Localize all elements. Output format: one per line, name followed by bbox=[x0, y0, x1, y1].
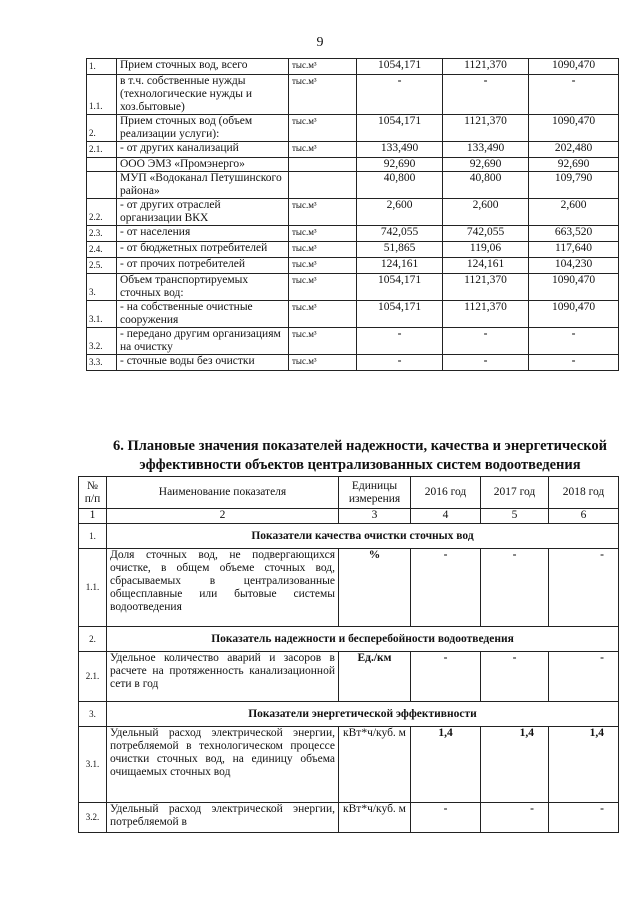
value-2016: 51,865 bbox=[357, 242, 443, 258]
value-2016: 133,490 bbox=[357, 142, 443, 158]
item-unit: тыс.м³ bbox=[289, 274, 357, 301]
value-2018: 1090,470 bbox=[529, 115, 619, 142]
page-number: 9 bbox=[316, 35, 324, 50]
value-2017: 40,800 bbox=[443, 172, 529, 199]
value-2018: - bbox=[529, 75, 619, 115]
group-title: Показатель надежности и бесперебойности водоотведения bbox=[107, 627, 619, 652]
group-row bbox=[79, 524, 619, 549]
item-unit: тыс.м³ bbox=[289, 199, 357, 226]
value-2018: - bbox=[549, 652, 619, 702]
value-2017: - bbox=[481, 652, 549, 702]
item-name: Объем транспортируемых сточных вод: bbox=[117, 274, 289, 301]
value-2017: - bbox=[443, 75, 529, 115]
item-name: - от населения bbox=[117, 226, 289, 242]
item-unit bbox=[289, 172, 357, 199]
value-2018: 1090,470 bbox=[529, 274, 619, 301]
item-name: ООО ЭМЗ «Промэнерго» bbox=[117, 158, 289, 172]
column-index-row bbox=[79, 509, 619, 524]
value-2016: 742,055 bbox=[357, 226, 443, 242]
index-cell: 5 bbox=[481, 509, 549, 524]
group-title: Показатели энергетической эффективности bbox=[107, 702, 619, 727]
table-row bbox=[79, 803, 619, 833]
indicator-name: Удельный расход электрической энергии, потребляемой в технологическом процессе очистки сточных вод, на единицу объема очищаемых сточных вод bbox=[107, 727, 339, 803]
table-row bbox=[87, 226, 619, 242]
row-num: 3.2. bbox=[79, 803, 107, 833]
value-2018: 117,640 bbox=[529, 242, 619, 258]
value-2018: - bbox=[529, 355, 619, 371]
value-2018: 104,230 bbox=[529, 258, 619, 274]
value-2016: - bbox=[411, 803, 481, 833]
header-2017: 2017 год bbox=[481, 477, 549, 509]
row-num: 3.1. bbox=[79, 727, 107, 803]
row-num: 3. bbox=[87, 274, 117, 301]
value-2016: 1054,171 bbox=[357, 274, 443, 301]
indicator-name: Доля сточных вод, не подвергающихся очистке, в общем объеме сточных вод, сбрасываемых в централизованные общесплавные или бытовые системы водоотведения bbox=[107, 549, 339, 627]
row-num: 2.2. bbox=[87, 199, 117, 226]
header-name: Наименование показателя bbox=[107, 477, 339, 509]
item-unit: тыс.м³ bbox=[289, 328, 357, 355]
table-row bbox=[87, 75, 619, 115]
value-2016: 1054,171 bbox=[357, 115, 443, 142]
value-2018: - bbox=[549, 803, 619, 833]
item-unit: тыс.м³ bbox=[289, 355, 357, 371]
item-name: в т.ч. собственные нужды (технологические нужды и хоз.бытовые) bbox=[117, 75, 289, 115]
index-cell: 4 bbox=[411, 509, 481, 524]
value-2016: 1054,171 bbox=[357, 301, 443, 328]
indicator-unit: % bbox=[339, 549, 411, 627]
table-row bbox=[87, 328, 619, 355]
value-2017: 1121,370 bbox=[443, 274, 529, 301]
table-row bbox=[87, 274, 619, 301]
table-header-row bbox=[79, 477, 619, 509]
table-row bbox=[79, 652, 619, 702]
value-2016: 2,600 bbox=[357, 199, 443, 226]
group-row bbox=[79, 702, 619, 727]
item-name: - от других канализаций bbox=[117, 142, 289, 158]
table-row bbox=[87, 301, 619, 328]
value-2018: 109,790 bbox=[529, 172, 619, 199]
value-2016: 124,161 bbox=[357, 258, 443, 274]
indicator-name: Удельный расход электрической энергии, потребляемой в bbox=[107, 803, 339, 833]
row-num: 1. bbox=[79, 524, 107, 549]
item-unit bbox=[289, 158, 357, 172]
item-name: Прием сточных вод, всего bbox=[117, 59, 289, 75]
row-num: 2.3. bbox=[87, 226, 117, 242]
item-unit: тыс.м³ bbox=[289, 226, 357, 242]
header-2016: 2016 год bbox=[411, 477, 481, 509]
item-name: - от прочих потребителей bbox=[117, 258, 289, 274]
value-2018: 92,690 bbox=[529, 158, 619, 172]
item-unit: тыс.м³ bbox=[289, 115, 357, 142]
row-num: 2. bbox=[87, 115, 117, 142]
value-2016: 1054,171 bbox=[357, 59, 443, 75]
item-name: - на собственные очистные сооружения bbox=[117, 301, 289, 328]
header-2018: 2018 год bbox=[549, 477, 619, 509]
value-2017: 1,4 bbox=[481, 727, 549, 803]
item-unit: тыс.м³ bbox=[289, 59, 357, 75]
row-num bbox=[87, 158, 117, 172]
item-name: - передано другим организациям на очистку bbox=[117, 328, 289, 355]
item-name: - от бюджетных потребителей bbox=[117, 242, 289, 258]
table-row bbox=[87, 258, 619, 274]
value-2018: 1090,470 bbox=[529, 301, 619, 328]
value-2016: - bbox=[411, 549, 481, 627]
indicator-unit: кВт*ч/куб. м bbox=[339, 727, 411, 803]
row-num: 1.1. bbox=[79, 549, 107, 627]
table-row bbox=[87, 158, 619, 172]
table-row bbox=[79, 549, 619, 627]
value-2018: - bbox=[549, 549, 619, 627]
row-num: 1. bbox=[87, 59, 117, 75]
item-name: Прием сточных вод (объем реализации услуги): bbox=[117, 115, 289, 142]
value-2017: 1121,370 bbox=[443, 59, 529, 75]
row-num: 3.2. bbox=[87, 328, 117, 355]
table-row bbox=[79, 727, 619, 803]
value-2017: 92,690 bbox=[443, 158, 529, 172]
index-cell: 3 bbox=[339, 509, 411, 524]
row-num: 1.1. bbox=[87, 75, 117, 115]
value-2016: - bbox=[357, 75, 443, 115]
row-num: 2.1. bbox=[79, 652, 107, 702]
table-row bbox=[87, 355, 619, 371]
item-unit: тыс.м³ bbox=[289, 75, 357, 115]
value-2017: - bbox=[443, 328, 529, 355]
row-num: 2.4. bbox=[87, 242, 117, 258]
index-cell: 2 bbox=[107, 509, 339, 524]
table-row bbox=[87, 115, 619, 142]
item-unit: тыс.м³ bbox=[289, 258, 357, 274]
value-2017: 119,06 bbox=[443, 242, 529, 258]
value-2017: 1121,370 bbox=[443, 115, 529, 142]
value-2016: 92,690 bbox=[357, 158, 443, 172]
section-title: 6. Плановые значения показателей надежности, качества и энергетической эффективности объектов централизованных систем водоотведения bbox=[113, 438, 607, 473]
value-2017: 124,161 bbox=[443, 258, 529, 274]
index-cell: 1 bbox=[79, 509, 107, 524]
row-num: 2.5. bbox=[87, 258, 117, 274]
table-row bbox=[87, 142, 619, 158]
item-name: - сточные воды без очистки bbox=[117, 355, 289, 371]
value-2018: 1090,470 bbox=[529, 59, 619, 75]
indicators-table bbox=[78, 476, 619, 833]
value-2017: 1121,370 bbox=[443, 301, 529, 328]
index-cell: 6 bbox=[549, 509, 619, 524]
row-num: 3.3. bbox=[87, 355, 117, 371]
item-name: - от других отраслей организации ВКХ bbox=[117, 199, 289, 226]
indicator-unit: Ед./км bbox=[339, 652, 411, 702]
item-unit: тыс.м³ bbox=[289, 242, 357, 258]
row-num bbox=[87, 172, 117, 199]
row-num: 3.1. bbox=[87, 301, 117, 328]
value-2016: 1,4 bbox=[411, 727, 481, 803]
value-2017: 2,600 bbox=[443, 199, 529, 226]
header-unit: Единицы измерения bbox=[339, 477, 411, 509]
value-2018: 663,520 bbox=[529, 226, 619, 242]
value-2016: - bbox=[357, 328, 443, 355]
value-2016: 40,800 bbox=[357, 172, 443, 199]
item-unit: тыс.м³ bbox=[289, 142, 357, 158]
wastewater-volume-table bbox=[86, 58, 619, 371]
value-2018: 1,4 bbox=[549, 727, 619, 803]
header-num: № п/п bbox=[79, 477, 107, 509]
item-name: МУП «Водоканал Петушинского района» bbox=[117, 172, 289, 199]
group-row bbox=[79, 627, 619, 652]
indicator-unit: кВт*ч/куб. м bbox=[339, 803, 411, 833]
value-2017: 133,490 bbox=[443, 142, 529, 158]
value-2018: 2,600 bbox=[529, 199, 619, 226]
table-row bbox=[87, 199, 619, 226]
indicator-name: Удельное количество аварий и засоров в расчете на протяженность канализационной сети в год bbox=[107, 652, 339, 702]
value-2017: - bbox=[481, 803, 549, 833]
value-2017: 742,055 bbox=[443, 226, 529, 242]
group-title: Показатели качества очистки сточных вод bbox=[107, 524, 619, 549]
value-2018: 202,480 bbox=[529, 142, 619, 158]
value-2016: - bbox=[411, 652, 481, 702]
row-num: 2. bbox=[79, 627, 107, 652]
value-2017: - bbox=[481, 549, 549, 627]
table-row bbox=[87, 172, 619, 199]
value-2018: - bbox=[529, 328, 619, 355]
value-2016: - bbox=[357, 355, 443, 371]
table-row bbox=[87, 242, 619, 258]
row-num: 2.1. bbox=[87, 142, 117, 158]
item-unit: тыс.м³ bbox=[289, 301, 357, 328]
value-2017: - bbox=[443, 355, 529, 371]
table-row bbox=[87, 59, 619, 75]
row-num: 3. bbox=[79, 702, 107, 727]
